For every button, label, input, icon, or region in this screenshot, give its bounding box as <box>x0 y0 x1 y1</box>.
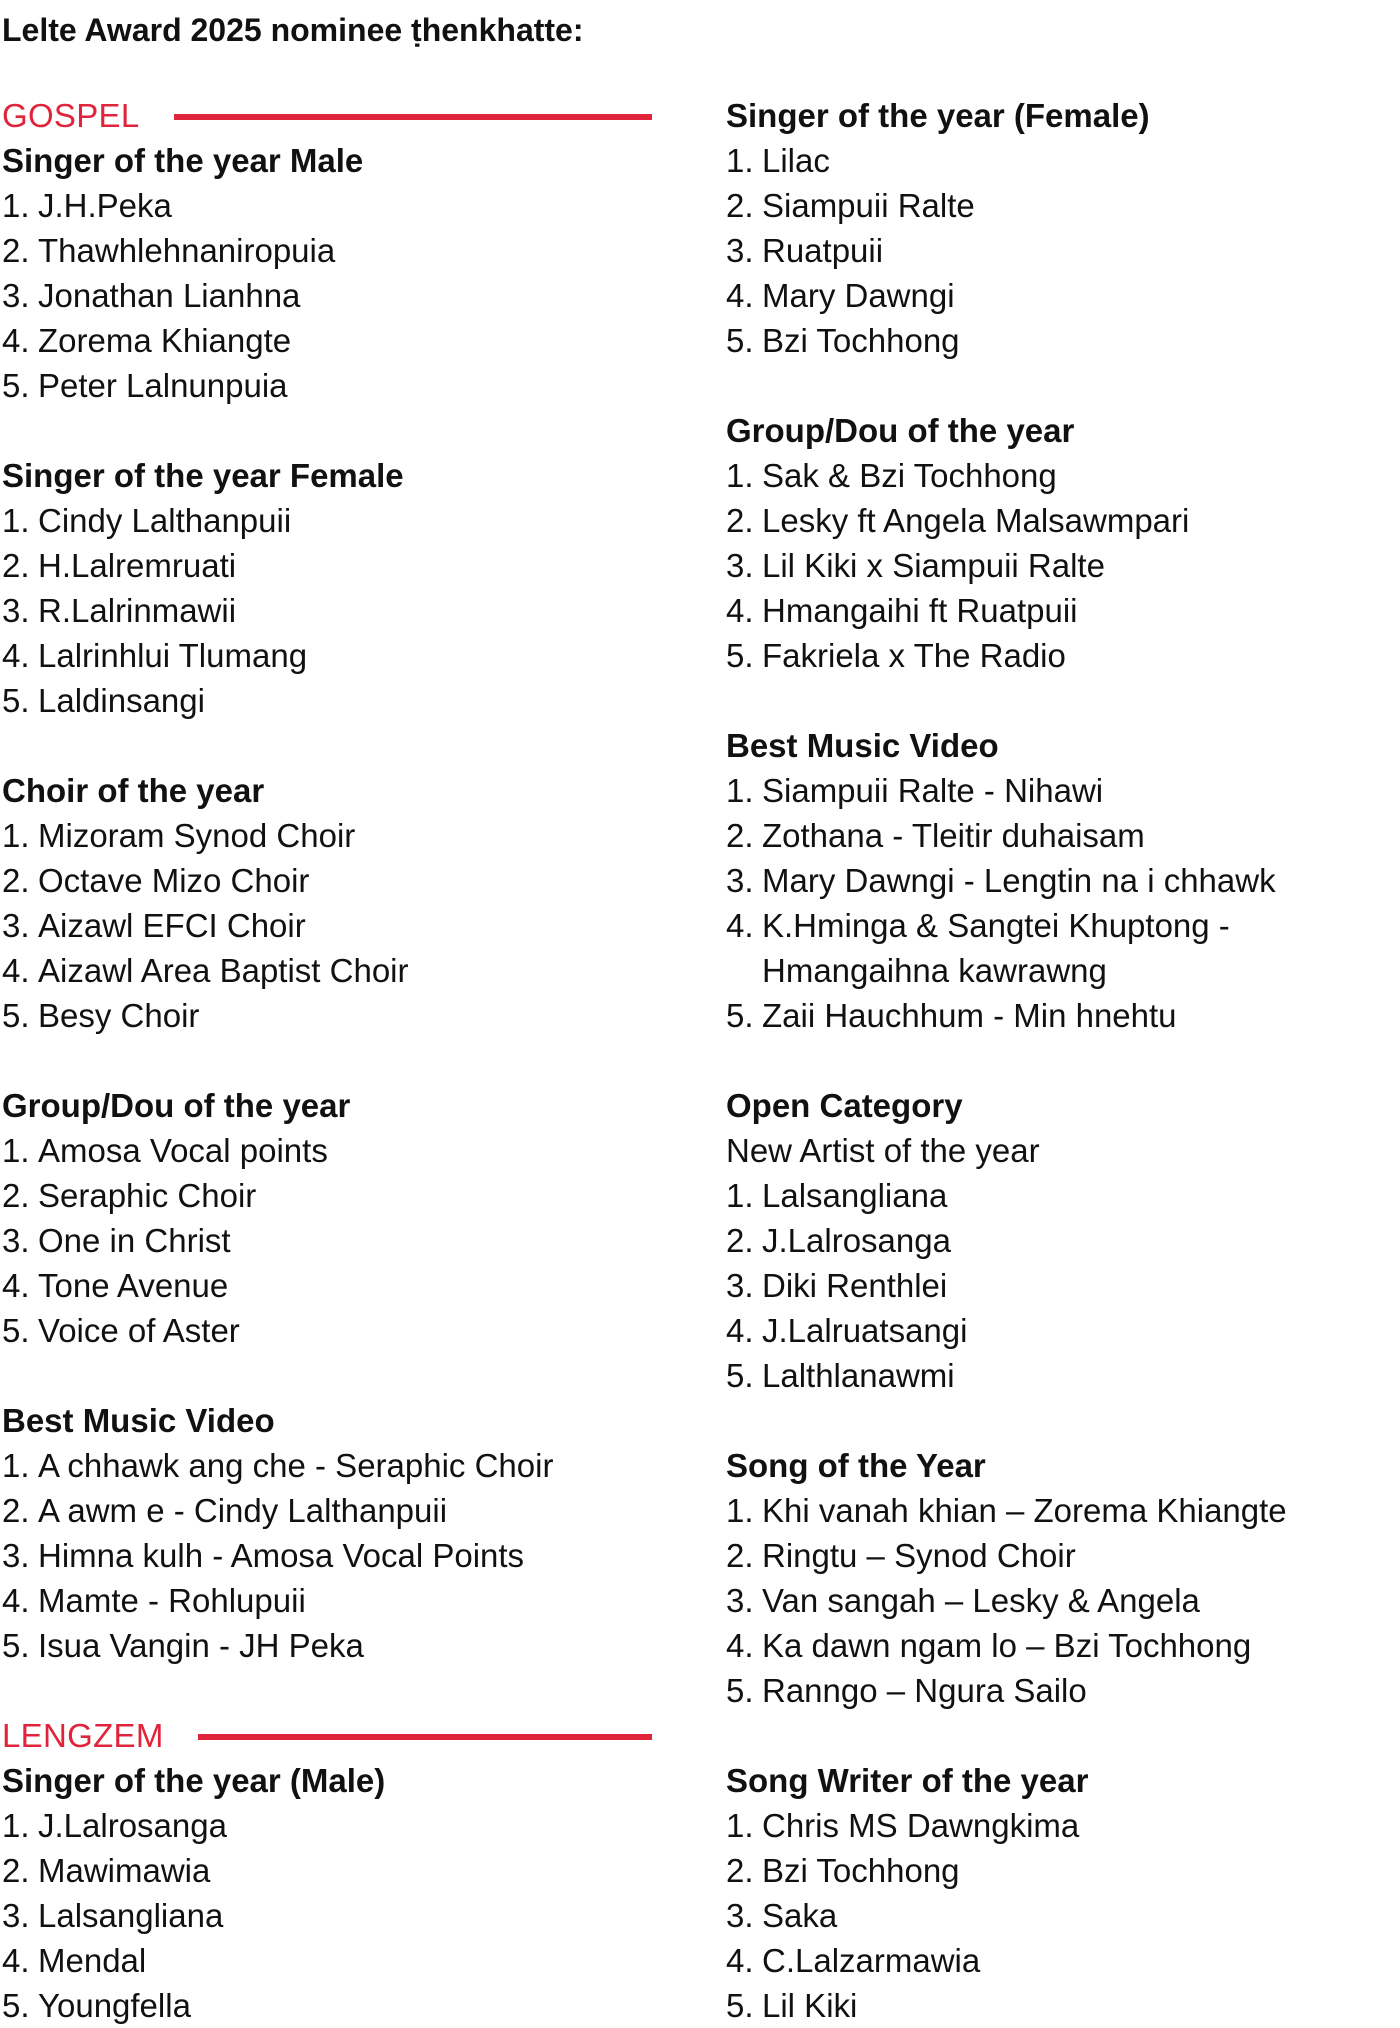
nominee-number: 4. <box>2 637 30 674</box>
nominee-name: Lalrinhlui Tlumang <box>38 637 308 674</box>
right-categories <box>726 93 1386 2028</box>
nominee-name: Bzi Tochhong <box>762 322 960 359</box>
nominee-name: Chris MS Dawngkima <box>762 1807 1080 1844</box>
nominee-list <box>2 1128 652 1353</box>
category-block <box>726 1083 1386 1398</box>
nominee-number: 2. <box>726 502 754 539</box>
nominee-name: Van sangah – Lesky & Angela <box>762 1582 1200 1619</box>
nominee-name: Zorema Khiangte <box>38 322 292 359</box>
category-title: Singer of the year (Male) <box>2 1762 386 1799</box>
nominee-name: K.Hminga & Sangtei Khuptong - Hmangaihna kawrawng <box>762 907 1230 989</box>
nominee-name: Thawhlehnaniropuia <box>38 232 336 269</box>
nominee-name: J.H.Peka <box>38 187 172 224</box>
nominee-list <box>2 183 652 408</box>
nominee-item <box>2 1443 652 1488</box>
nominee-item <box>2 993 652 1038</box>
nominee-name: C.Lalzarmawia <box>762 1942 981 1979</box>
nominee-name: Lil Kiki <box>762 1987 858 2024</box>
nominee-number: 5. <box>2 1987 30 2024</box>
nominee-list <box>726 1803 1386 2028</box>
category-title: Singer of the year Male <box>2 142 364 179</box>
category-block <box>2 1083 652 1353</box>
nominee-number: 2. <box>2 1852 30 1889</box>
nominee-name: Jonathan Lianhna <box>38 277 301 314</box>
nominee-number: 4. <box>726 1942 754 1979</box>
left-column <box>2 93 652 2028</box>
nominee-name: Aizawl EFCI Choir <box>38 907 306 944</box>
nominee-name: Tone Avenue <box>38 1267 229 1304</box>
nominee-name: Lalsangliana <box>38 1897 224 1934</box>
section-divider-line <box>198 1734 652 1740</box>
nominee-name: Seraphic Choir <box>38 1177 257 1214</box>
nominee-item <box>2 183 652 228</box>
nominee-name: Siampuii Ralte <box>762 187 975 224</box>
nominee-number: 4. <box>726 592 754 629</box>
nominee-list <box>726 453 1386 678</box>
nominee-number: 2. <box>2 547 30 584</box>
nominee-item <box>726 453 1386 498</box>
nominee-item <box>726 1893 1386 1938</box>
nominee-number: 1. <box>2 1132 30 1169</box>
category-title: Singer of the year (Female) <box>726 97 1150 134</box>
nominee-name: Mary Dawngi - Lengtin na i chhawk <box>762 862 1276 899</box>
category-block <box>726 1443 1386 1713</box>
nominee-number: 3. <box>726 1267 754 1304</box>
nominee-name: Youngfella <box>38 1987 191 2024</box>
nominee-item <box>2 318 652 363</box>
nominee-item <box>726 1218 1386 1263</box>
gospel-categories <box>2 138 652 1668</box>
nominee-item <box>2 1218 652 1263</box>
nominee-name: Diki Renthlei <box>762 1267 948 1304</box>
nominee-name: Octave Mizo Choir <box>38 862 310 899</box>
nominee-item <box>726 1353 1386 1398</box>
nominee-item <box>2 1623 652 1668</box>
nominee-number: 4. <box>2 952 30 989</box>
nominee-number: 4. <box>2 1942 30 1979</box>
nominee-number: 1. <box>726 1492 754 1529</box>
nominee-number: 4. <box>726 907 754 944</box>
nominee-number: 1. <box>2 1447 30 1484</box>
nominee-number: 2. <box>726 1537 754 1574</box>
nominee-item <box>726 1668 1386 1713</box>
nominee-name: Lalsangliana <box>762 1177 948 1214</box>
nominee-number: 1. <box>2 817 30 854</box>
nominee-name: Cindy Lalthanpuii <box>38 502 292 539</box>
nominee-item <box>2 498 652 543</box>
nominee-item <box>726 1533 1386 1578</box>
category-title: Singer of the year Female <box>2 457 404 494</box>
nominee-name: Lilac <box>762 142 830 179</box>
section-header-gospel <box>2 93 652 138</box>
nominee-number: 2. <box>2 1177 30 1214</box>
category-block <box>726 723 1386 1038</box>
nominee-name: Mawimawia <box>38 1852 211 1889</box>
nominee-number: 2. <box>2 232 30 269</box>
page-title: Lelte Award 2025 nominee ṭhenkhatte: <box>2 12 584 48</box>
nominee-name: Aizawl Area Baptist Choir <box>38 952 409 989</box>
nominee-name: Khi vanah khian – Zorema Khiangte <box>762 1492 1287 1529</box>
nominee-list <box>726 1488 1386 1713</box>
category-block <box>2 138 652 408</box>
nominee-item <box>726 1263 1386 1308</box>
nominee-item <box>726 1623 1386 1668</box>
category-title: Song of the Year <box>726 1447 986 1484</box>
nominee-item <box>726 1578 1386 1623</box>
nominee-item <box>2 1533 652 1578</box>
nominee-list <box>2 1803 652 2028</box>
nominee-number: 3. <box>2 592 30 629</box>
nominee-number: 2. <box>2 1492 30 1529</box>
nominee-name: Ringtu – Synod Choir <box>762 1537 1076 1574</box>
category-title: Group/Dou of the year <box>726 412 1075 449</box>
nominee-name: Ruatpuii <box>762 232 884 269</box>
nominee-name: Fakriela x The Radio <box>762 637 1066 674</box>
nominee-number: 5. <box>726 1357 754 1394</box>
nominee-number: 2. <box>726 817 754 854</box>
nominee-item <box>726 993 1386 1038</box>
section-header-lengzem <box>2 1713 652 1758</box>
nominee-item <box>2 588 652 633</box>
category-title: Group/Dou of the year <box>2 1087 351 1124</box>
nominee-number: 5. <box>2 1312 30 1349</box>
nominee-number: 5. <box>2 1627 30 1664</box>
nominee-name: Lil Kiki x Siampuii Ralte <box>762 547 1105 584</box>
nominee-number: 1. <box>726 142 754 179</box>
nominee-item <box>2 1983 652 2028</box>
nominee-name: Lalthlanawmi <box>762 1357 955 1394</box>
nominee-name: Peter Lalnunpuia <box>38 367 288 404</box>
category-block <box>2 453 652 723</box>
nominee-number: 5. <box>726 322 754 359</box>
nominee-name: H.Lalremruati <box>38 547 237 584</box>
nominee-name: Sak & Bzi Tochhong <box>762 457 1057 494</box>
nominee-number: 1. <box>726 772 754 809</box>
nominee-number: 3. <box>2 277 30 314</box>
category-block <box>2 768 652 1038</box>
nominee-name: Mamte - Rohlupuii <box>38 1582 306 1619</box>
nominee-item <box>2 1803 652 1848</box>
nominee-number: 3. <box>2 1222 30 1259</box>
nominee-number: 1. <box>726 457 754 494</box>
nominee-item <box>726 633 1386 678</box>
nominee-number: 3. <box>2 1537 30 1574</box>
nominee-name: Ka dawn ngam lo – Bzi Tochhong <box>762 1627 1252 1664</box>
category-title: Best Music Video <box>2 1402 275 1439</box>
nominee-number: 3. <box>726 1582 754 1619</box>
nominee-item <box>726 1848 1386 1893</box>
nominee-item <box>2 1173 652 1218</box>
nominee-number: 5. <box>726 1672 754 1709</box>
nominee-item <box>2 1128 652 1173</box>
category-block <box>726 408 1386 678</box>
nominee-item <box>726 543 1386 588</box>
nominee-name: Himna kulh - Amosa Vocal Points <box>38 1537 525 1574</box>
nominee-name: Ranngo – Ngura Sailo <box>762 1672 1087 1709</box>
nominee-item <box>726 813 1386 858</box>
nominee-list <box>2 813 652 1038</box>
nominee-item <box>2 633 652 678</box>
nominee-name: Lesky ft Angela Malsawmpari <box>762 502 1190 539</box>
category-title: Best Music Video <box>726 727 999 764</box>
nominee-number: 1. <box>2 502 30 539</box>
nominee-item <box>726 273 1386 318</box>
nominee-number: 3. <box>2 907 30 944</box>
nominee-number: 1. <box>2 1807 30 1844</box>
nominee-number: 4. <box>2 1582 30 1619</box>
nominee-list <box>726 768 1386 1038</box>
nominee-item <box>726 903 1386 993</box>
nominee-number: 5. <box>2 367 30 404</box>
nominee-item <box>2 543 652 588</box>
section-label-lengzem: LENGZEM <box>2 1717 164 1754</box>
category-title: Song Writer of the year <box>726 1762 1089 1799</box>
nominee-number: 4. <box>2 322 30 359</box>
nominee-number: 2. <box>2 862 30 899</box>
nominee-item <box>2 678 652 723</box>
nominee-item <box>726 588 1386 633</box>
nominee-item <box>2 1488 652 1533</box>
nominee-item <box>726 228 1386 273</box>
nominee-item <box>726 858 1386 903</box>
nominee-number: 1. <box>726 1807 754 1844</box>
nominee-number: 5. <box>2 682 30 719</box>
nominee-number: 3. <box>726 1897 754 1934</box>
nominee-item <box>726 1938 1386 1983</box>
nominee-name: J.Lalruatsangi <box>762 1312 968 1349</box>
section-divider-line <box>174 114 652 120</box>
nominee-name: Amosa Vocal points <box>38 1132 328 1169</box>
section-label-gospel: GOSPEL <box>2 97 140 134</box>
nominee-item <box>726 1308 1386 1353</box>
nominee-list <box>2 1443 652 1668</box>
nominee-name: Voice of Aster <box>38 1312 240 1349</box>
nominee-item <box>2 273 652 318</box>
category-subtitle: New Artist of the year <box>726 1132 1040 1169</box>
nominee-name: Mizoram Synod Choir <box>38 817 356 854</box>
nominee-number: 1. <box>2 187 30 224</box>
nominee-name: Mary Dawngi <box>762 277 955 314</box>
nominee-number: 2. <box>726 1852 754 1889</box>
nominee-item <box>726 498 1386 543</box>
nominee-number: 4. <box>726 1627 754 1664</box>
nominee-item <box>2 363 652 408</box>
nominee-number: 4. <box>2 1267 30 1304</box>
nominee-item <box>726 318 1386 363</box>
category-block <box>726 1758 1386 2028</box>
nominee-name: A awm e - Cindy Lalthanpuii <box>38 1492 448 1529</box>
nominee-name: Zaii Hauchhum - Min hnehtu <box>762 997 1177 1034</box>
nominee-number: 2. <box>726 1222 754 1259</box>
nominee-item <box>2 813 652 858</box>
nominee-name: J.Lalrosanga <box>762 1222 951 1259</box>
nominee-number: 1. <box>726 1177 754 1214</box>
nominee-item <box>726 1983 1386 2028</box>
nominee-name: Besy Choir <box>38 997 200 1034</box>
nominee-number: 3. <box>726 232 754 269</box>
nominee-name: A chhawk ang che - Seraphic Choir <box>38 1447 554 1484</box>
nominee-list <box>2 498 652 723</box>
nominee-item <box>2 1308 652 1353</box>
nominee-number: 5. <box>726 637 754 674</box>
nominee-name: R.Lalrinmawii <box>38 592 237 629</box>
nominee-name: Siampuii Ralte - Nihawi <box>762 772 1104 809</box>
nominee-item <box>2 1893 652 1938</box>
category-title: Open Category <box>726 1087 963 1124</box>
nominee-item <box>726 1803 1386 1848</box>
nominee-item <box>726 138 1386 183</box>
nominee-item <box>2 1938 652 1983</box>
nominee-name: Laldinsangi <box>38 682 205 719</box>
nominee-number: 2. <box>726 187 754 224</box>
nominee-number: 3. <box>2 1897 30 1934</box>
nominee-number: 3. <box>726 547 754 584</box>
lengzem-categories <box>2 1758 652 2028</box>
nominee-name: Hmangaihi ft Ruatpuii <box>762 592 1078 629</box>
nominee-item <box>726 183 1386 228</box>
nominee-number: 5. <box>726 1987 754 2024</box>
nominee-name: Isua Vangin - JH Peka <box>38 1627 364 1664</box>
nominee-list <box>726 138 1386 363</box>
nominee-list <box>726 1173 1386 1398</box>
nominee-item <box>2 903 652 948</box>
category-title: Choir of the year <box>2 772 265 809</box>
nominee-item <box>2 1263 652 1308</box>
nominee-item <box>726 768 1386 813</box>
nominee-number: 3. <box>726 862 754 899</box>
nominee-number: 4. <box>726 277 754 314</box>
nominee-item <box>2 228 652 273</box>
nominee-item <box>2 1578 652 1623</box>
nominee-item <box>2 1848 652 1893</box>
category-block <box>2 1758 652 2028</box>
nominee-item <box>726 1488 1386 1533</box>
nominee-number: 4. <box>726 1312 754 1349</box>
nominee-name: Mendal <box>38 1942 147 1979</box>
category-block <box>2 1398 652 1668</box>
nominee-name: J.Lalrosanga <box>38 1807 227 1844</box>
nominee-item <box>2 858 652 903</box>
nominee-name: Zothana - Tleitir duhaisam <box>762 817 1145 854</box>
nominee-item <box>2 948 652 993</box>
nominee-name: One in Christ <box>38 1222 231 1259</box>
nominee-item <box>726 1173 1386 1218</box>
right-column <box>726 93 1386 2028</box>
nominee-number: 5. <box>726 997 754 1034</box>
category-block <box>726 93 1386 363</box>
nominee-name: Bzi Tochhong <box>762 1852 960 1889</box>
nominee-number: 5. <box>2 997 30 1034</box>
nominee-name: Saka <box>762 1897 838 1934</box>
